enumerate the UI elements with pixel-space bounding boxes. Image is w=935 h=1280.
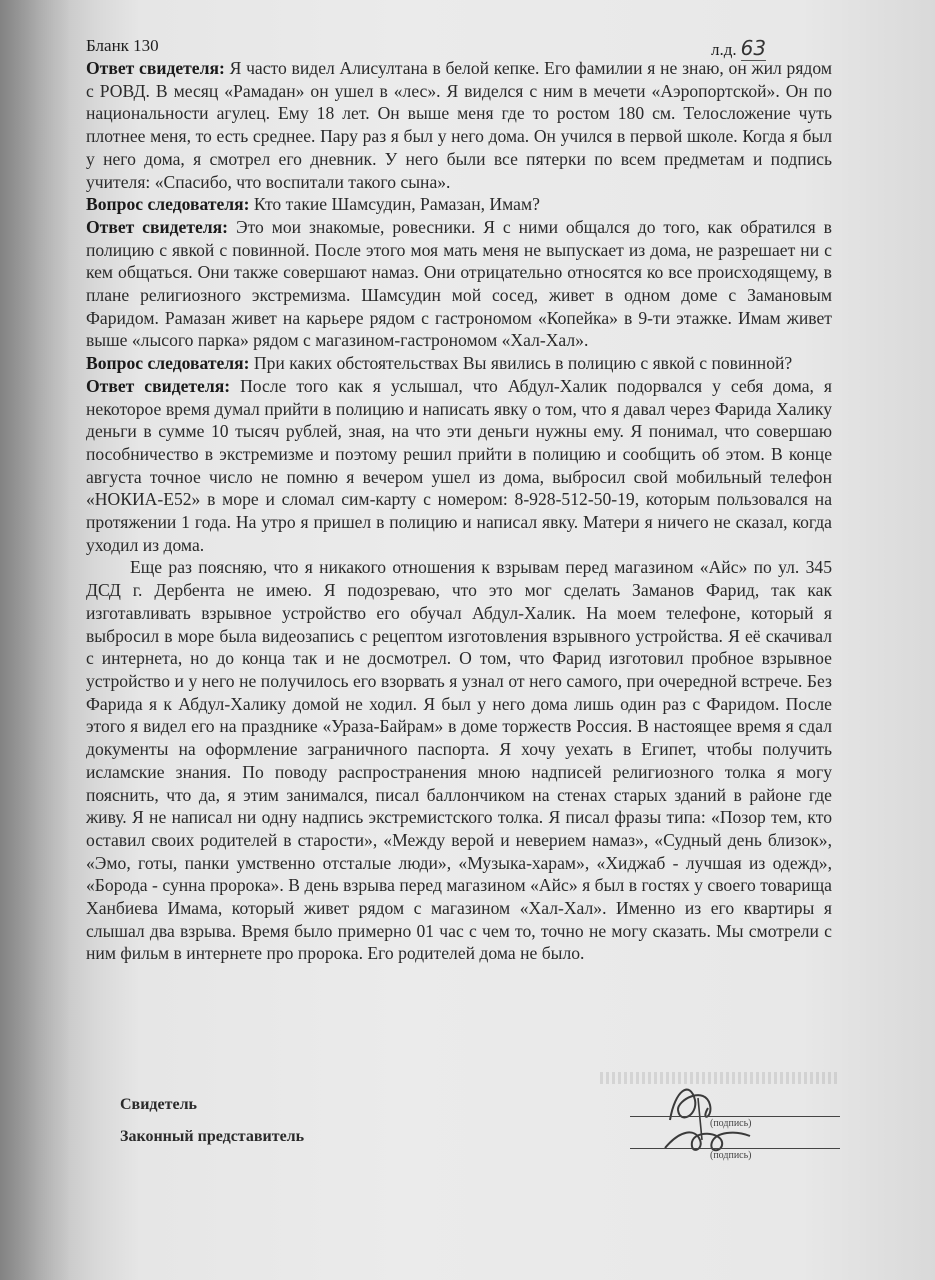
speaker-label: Ответ свидетеля: [86, 375, 231, 396]
scan-shadow [0, 0, 70, 1280]
paragraph [86, 556, 832, 965]
paragraph-text: Это мои знакомые, ровесники. Я с ними общался до того, как обратился в полицию с явкой с повинной. После этого моя мать меня не выпускает из дома, не разрешает ни с кем общаться. Они также совершают намаз. Они отрицательно относятся ко все происходящему, в плане религиозного экстремизма. Шамсудин мой сосед, живет в одном доме с Замановым Фаридом. Рамазан живет на карьере рядом с гастрономом «Копейка» в 9-ти этажке. Имам живет выше «лысого парка» рядом с магазином-гастрономом «Хал-Хал». [86, 216, 832, 351]
speaker-label: Ответ свидетеля: [86, 58, 225, 78]
speaker-label: Вопрос следователя: [86, 194, 250, 215]
signature-line [630, 1148, 840, 1149]
paragraph-text: После того как я услышал, что Абдул-Халик подорвался у себя дома, я некоторое время думал прийти в полицию и написать явку о том, что я давал через Фарида Халику деньги в сумме 10 тысяч рублей, зная, на что эти деньги нужны ему. Я понимал, что совершаю пособничество в экстремизме и поэтому решил прийти в полицию и сообщить об этом. В конце августа точное число не помню я вечером ушел из дома, выбросил свой мобильный телефон «НОКИА-Е52» в море и сломал сим-карту с номером: 8-928-512-50-19, которым пользовался на протяжении 1 года. На утро я пришел в полицию и написал явку. Матери я ничего не сказал, когда уходил из дома. [86, 375, 832, 555]
speaker-label: Ответ свидетеля: [86, 216, 229, 237]
witness-label: Свидетель [120, 1096, 198, 1113]
speaker-label: Вопрос следователя: [86, 353, 250, 374]
case-ref-prefix: л.д. [711, 40, 737, 59]
representative-label: Законный представитель [120, 1128, 305, 1145]
paragraph [86, 216, 832, 352]
signature-caption: (подпись) [710, 1118, 752, 1129]
witness-signature-row [120, 1096, 840, 1128]
case-ref-number: 63 [740, 36, 767, 60]
testimony-body [86, 57, 832, 965]
paragraph-text: Кто такие Шамсудин, Рамазан, Имам? [249, 194, 540, 215]
paragraph [86, 57, 832, 193]
representative-signature-row [120, 1128, 840, 1160]
signature-caption: (подпись) [710, 1150, 752, 1161]
paragraph-text: Я часто видел Алисултана в белой кепке. Его фамилии я не знаю, он жил рядом с РОВД. В месяц «Рамадан» он ушел в «лес». Я виделся с ним в мечети «Аэропортской». Он по национальности агулец. Ему 18 лет. Он выше меня где то ростом 180 см. Телосложение чуть плотнее меня, то есть среднее. Пару раз я был у него дома. Он учился в первой школе. Когда я был у него дома, я смотрел его дневник. У него были все пятерки по всем предметам и подпись учителя: «Спасибо, что воспитали такого сына». [86, 58, 832, 192]
signature-block [120, 1096, 840, 1160]
paragraph-text: Еще раз поясняю, что я никакого отношения к взрывам перед магазином «Айс» по ул. 345 ДСД г. Дербента не имею. Я подозреваю, что это мог сделать Заманов Фарид, так как изготавливать взрывное устройство его обучал Абдул-Халик. На моем телефоне, который я выбросил в море была видеозапись с рецептом изготовления взрывного устройства. Я её скачивал с интернета, но до конца так и не досмотрел. О том, что Фарид изготовил пробное взрывное устройство и у него не получилось его взорвать я узнал от него самого, при очередной встрече. Без Фарида я к Абдул-Халику домой не ходил. Я был у него дома лишь один раз с Фаридом. После этого я видел его на празднике «Ураза-Байрам» в доме торжеств Россия. В настоящее время я сдал документы на оформление заграничного паспорта. Я хочу уехать в Египет, чтобы получить исламские знания. По поводу распространения мною надписей религиозного толка я могу пояснить, что да, я этим занимался, писал баллончиком на стенах старых зданий в районе где живу. Я не написал ни одну надпись экстремистского толка. Я писал фразы типа: «Позор тем, кто оставил своих родителей в старости», «Между верой и неверием намаз», «Судный день близок», «Эмо, готы, панки умственно отсталые люди», «Музыка-харам», «Хиджаб - лучшая из одежд», «Борода - сунна пророка». В день взрыва перед магазином «Айс» я был в гостях у своего товарища Ханбиева Имама, который живет рядом с магазином «Хал-Хал». Именно из его квартиры я слышал два взрыва. Время было примерно 01 час с чем то, точно не могу сказать. Мы смотрели с ним фильм в интернете про пророка. Его родителей дома не было. [86, 557, 832, 964]
paragraph [86, 193, 832, 216]
paragraph-text: При каких обстоятельствах Вы явились в полицию с явкой с повинной? [249, 353, 793, 374]
form-number: Бланк 130 [86, 36, 159, 55]
signature-line [630, 1116, 840, 1117]
paragraph [86, 352, 832, 375]
paragraph [86, 375, 832, 557]
